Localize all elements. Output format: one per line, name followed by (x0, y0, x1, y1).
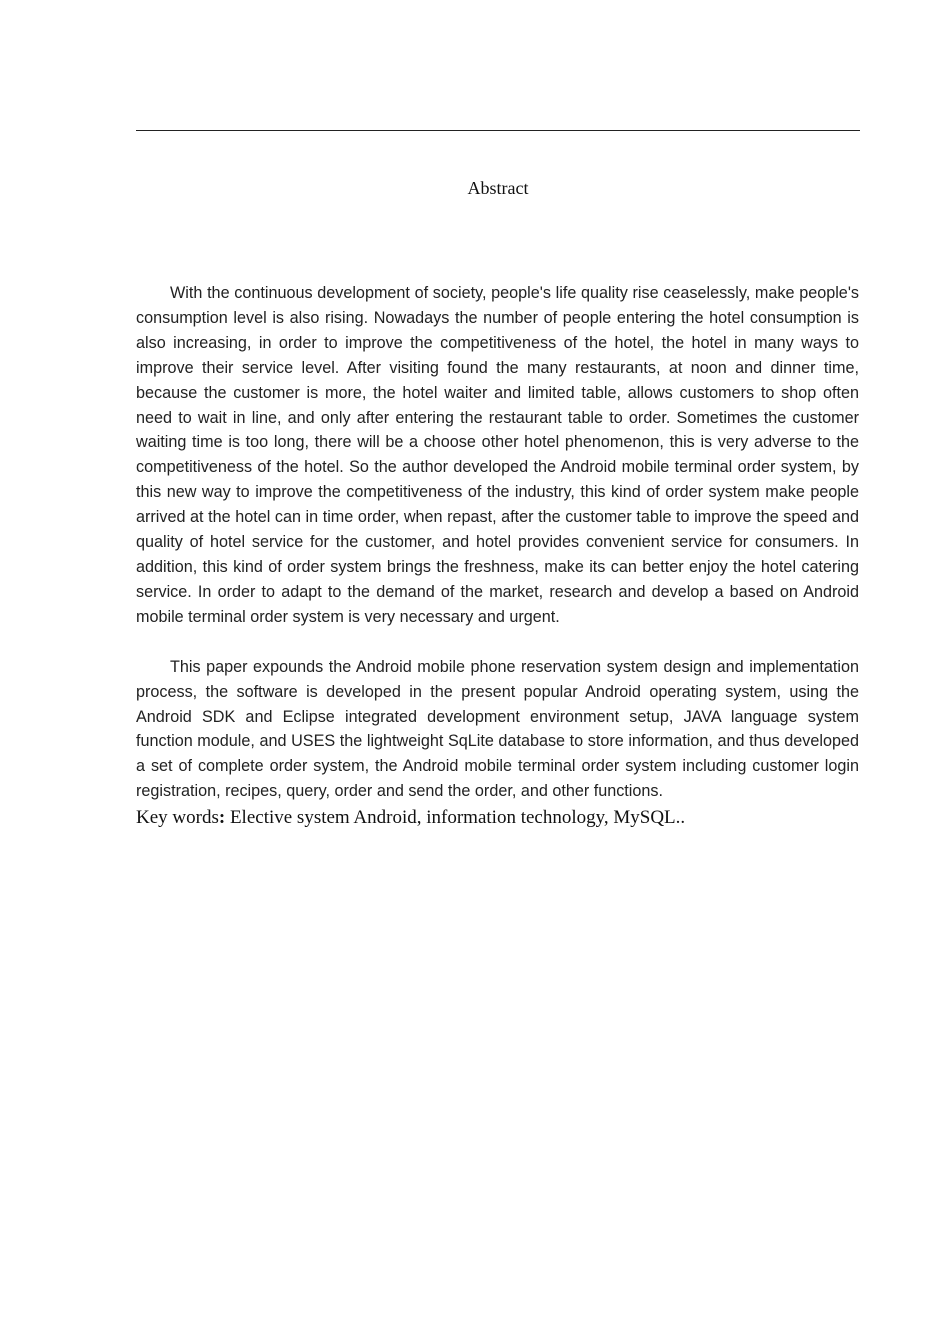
abstract-body (136, 281, 859, 830)
abstract-paragraph-1: With the continuous development of society, people's life quality rise ceaselessly, make people's consumption level is also rising. Nowadays the number of people entering the hotel consumption is also increasing, in order to improve the competitiveness of the hotel, the hotel in many ways to improve their service level. After visiting found the many restaurants, at noon and dinner time, because the customer is more, the hotel waiter and limited table, allows customers to shop often need to wait in line, and only after entering the restaurant table to order. Sometimes the customer waiting time is too long, there will be a choose other hotel phenomenon, this is very adverse to the competitiveness of the hotel. So the author developed the Android mobile terminal order system, by this new way to improve the competitiveness of the industry, this kind of order system make people arrived at the hotel can in time order, when repast, after the customer table to improve the speed and quality of hotel service for the customer, and hotel provides convenient service for consumers. In addition, this kind of order system brings the freshness, make its can better enjoy the hotel catering service. In order to adapt to the demand of the market, research and develop a based on Android mobile terminal order system is very necessary and urgent. (136, 284, 859, 626)
abstract-title: Abstract (467, 178, 529, 198)
keywords-separator: : (218, 807, 226, 829)
header-rule (136, 130, 860, 131)
keywords-label: Key words (136, 807, 219, 829)
keywords-text: Elective system Android, information technology, MySQL.. (225, 807, 686, 829)
keywords-line (136, 806, 859, 830)
abstract-paragraph-2: This paper expounds the Android mobile phone reservation system design and implementation process, the software is developed in the present popular Android operating system, using the Android SDK and Eclipse integrated development environment setup, JAVA language system function module, and USES the lightweight SqLite database to store information, and thus developed a set of complete order system, the Android mobile terminal order system including customer login registration, recipes, query, order and send the order, and other functions. (136, 657, 859, 801)
